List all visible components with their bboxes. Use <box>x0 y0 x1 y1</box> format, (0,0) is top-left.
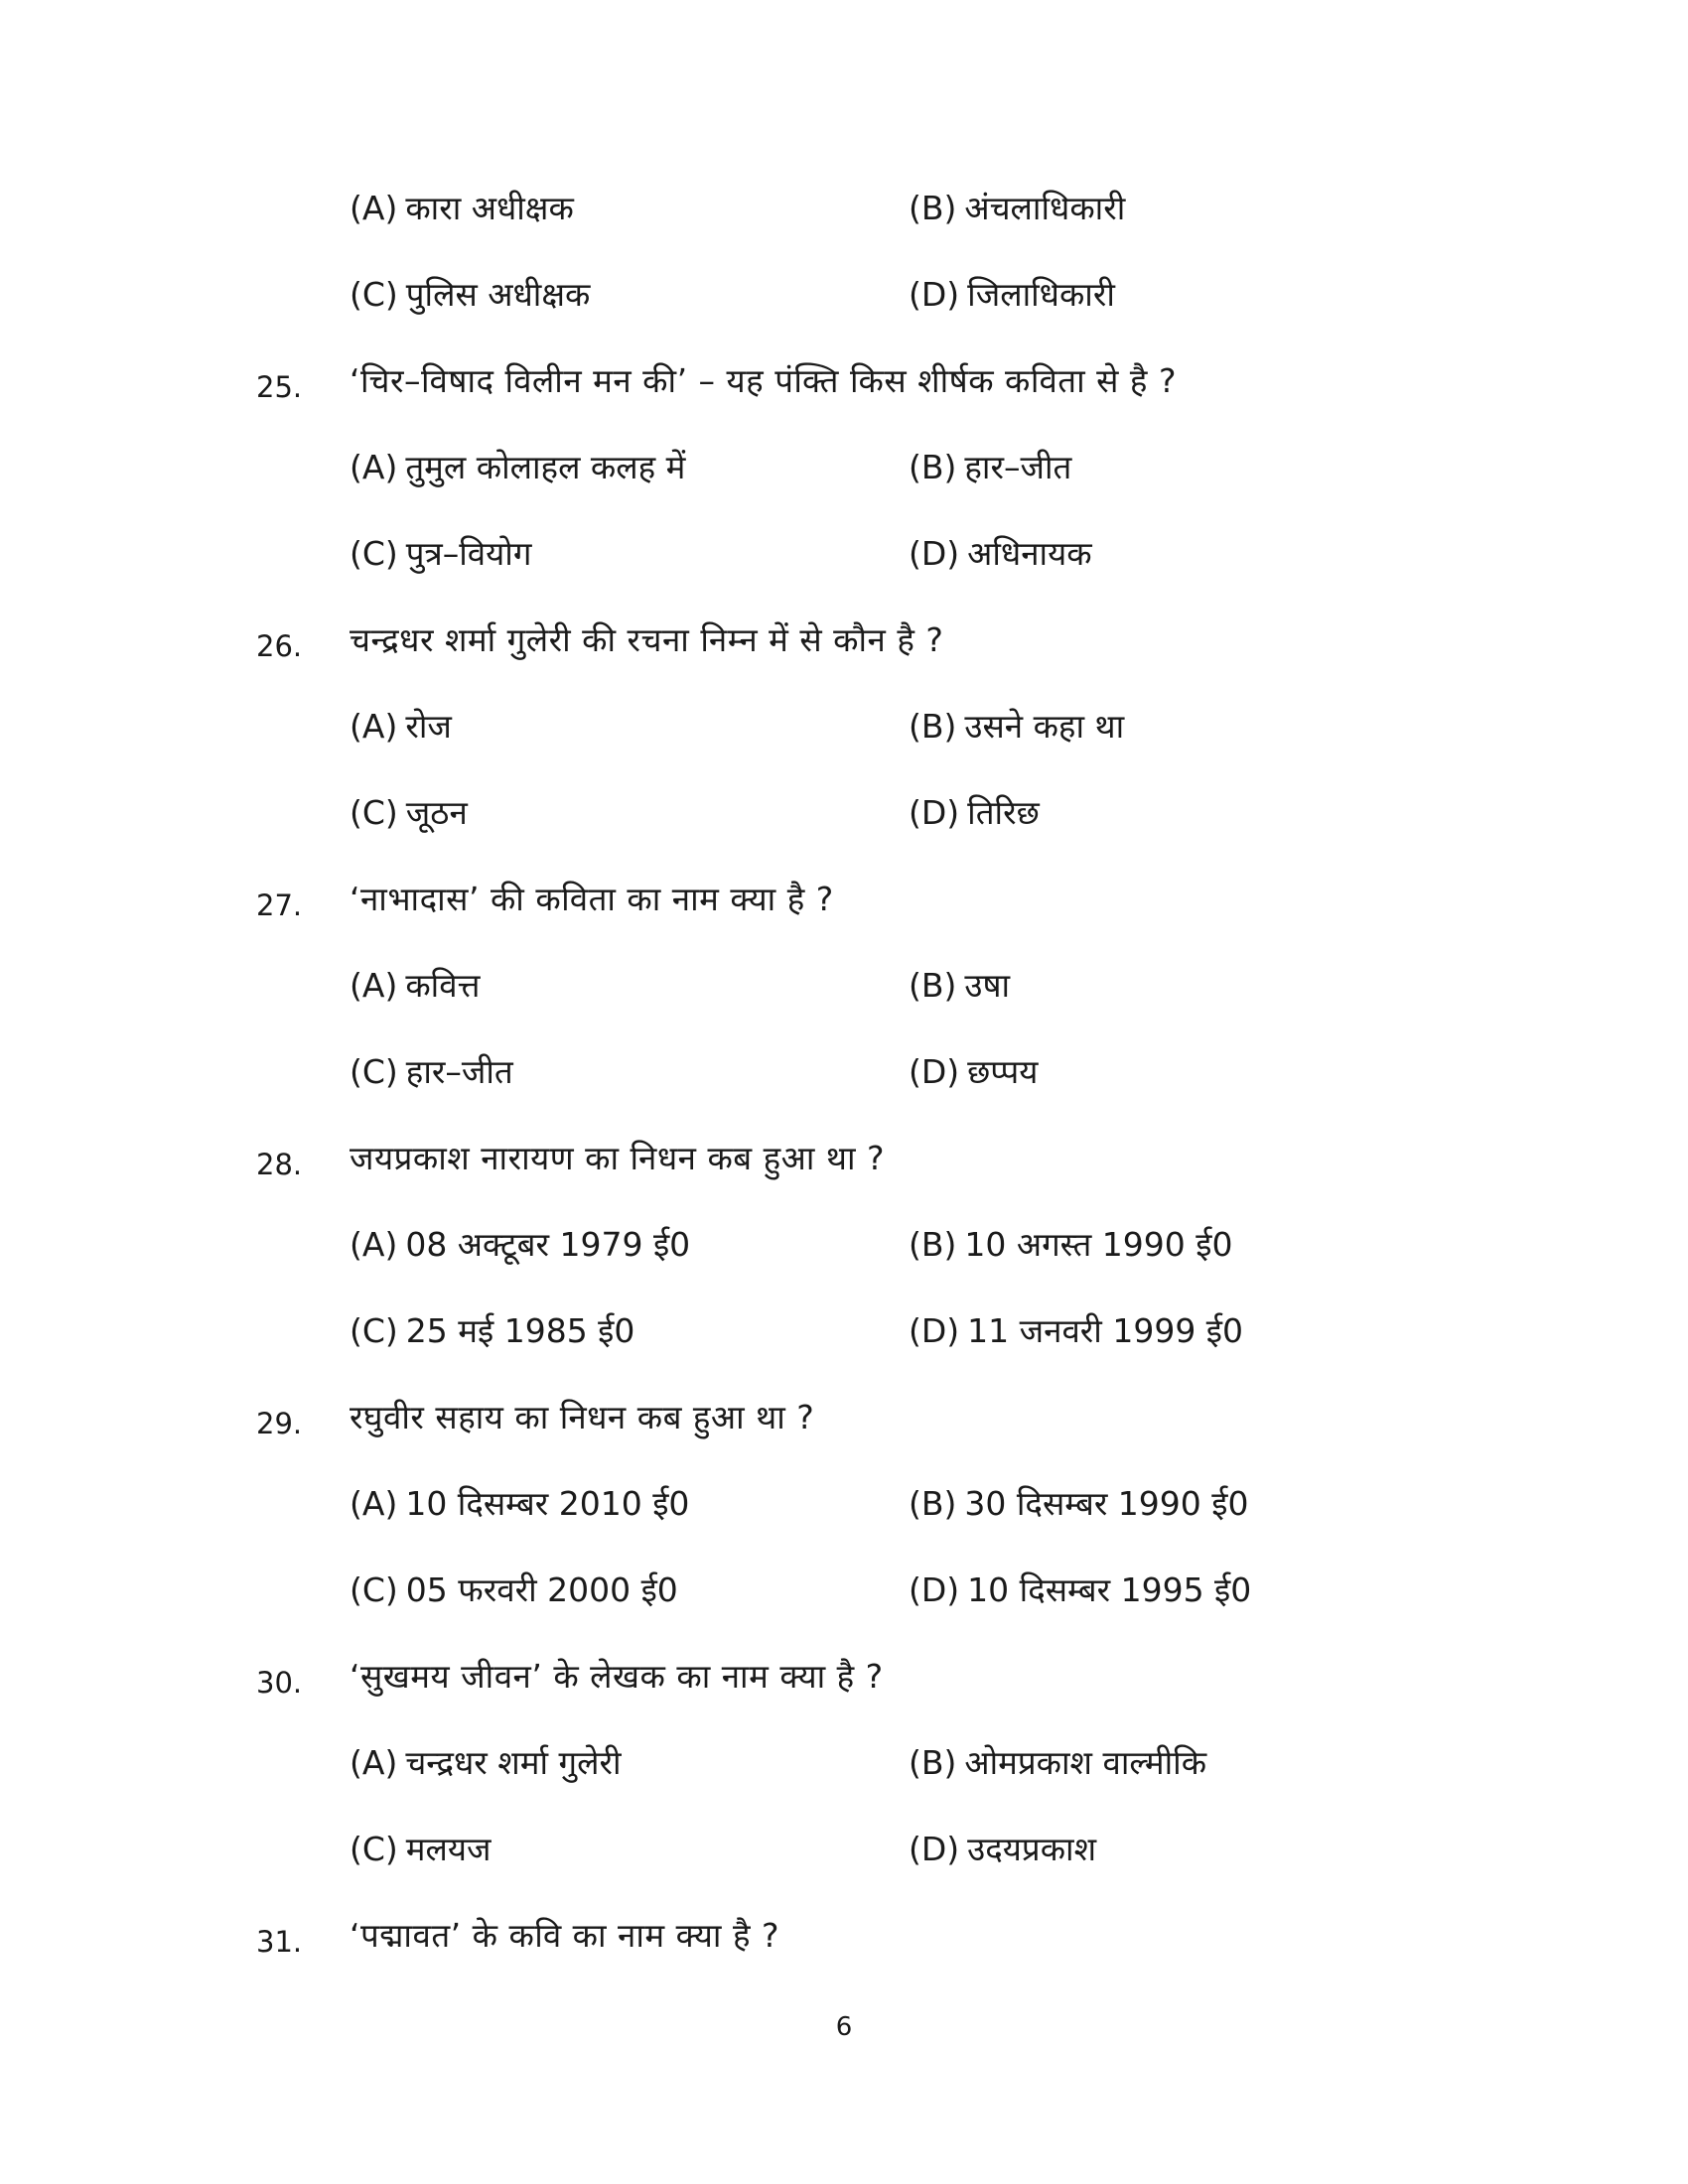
option-b <box>909 1733 1206 1793</box>
option-letter: (D) <box>909 1052 960 1091</box>
option-row <box>0 1733 1688 1793</box>
option-b <box>909 956 1010 1016</box>
option-row <box>0 1215 1688 1275</box>
question-number: 29. <box>256 1407 303 1440</box>
option-letter: (B) <box>909 707 957 746</box>
question-text: ‘पद्मावत’ के कवि का नाम क्या है ? <box>350 1916 779 1955</box>
option-b <box>909 438 1071 497</box>
question-text: रघुवीर सहाय का निधन कब हुआ था ? <box>350 1398 815 1436</box>
option-letter: (C) <box>350 275 398 314</box>
option-text: उषा <box>964 966 1011 1005</box>
option-text: मलयज <box>405 1830 492 1868</box>
option-letter: (A) <box>350 1484 398 1523</box>
question-31 <box>0 1906 1688 1966</box>
option-letter: (D) <box>909 275 960 314</box>
option-text: 10 दिसम्बर 2010 ई0 <box>405 1484 690 1523</box>
option-text: पुलिस अधीक्षक <box>405 275 591 314</box>
option-text: रोज <box>405 707 452 746</box>
question-number: 31. <box>256 1925 303 1959</box>
option-letter: (C) <box>350 534 398 573</box>
option-c <box>350 265 590 325</box>
option-letter: (C) <box>350 1052 398 1091</box>
option-a <box>350 1474 689 1534</box>
option-text: 08 अक्टूबर 1979 ई0 <box>405 1225 691 1264</box>
option-text: पुत्र–वियोग <box>405 534 532 573</box>
option-row <box>0 783 1688 843</box>
option-row <box>0 179 1688 238</box>
question-text: जयप्रकाश नारायण का निधन कब हुआ था ? <box>350 1139 886 1177</box>
option-letter: (A) <box>350 1225 398 1264</box>
option-letter: (A) <box>350 1743 398 1782</box>
question-text: ‘सुखमय जीवन’ के लेखक का नाम क्या है ? <box>350 1657 884 1696</box>
option-text: 30 दिसम्बर 1990 ई0 <box>964 1484 1249 1523</box>
question-number: 25. <box>256 370 303 404</box>
option-b <box>909 179 1125 238</box>
option-letter: (B) <box>909 1225 957 1264</box>
option-text: 25 मई 1985 ई0 <box>405 1311 635 1350</box>
option-row <box>0 1820 1688 1879</box>
option-text: 10 अगस्त 1990 ई0 <box>964 1225 1233 1264</box>
option-row <box>0 438 1688 497</box>
option-letter: (D) <box>909 793 960 832</box>
question-number: 28. <box>256 1148 303 1181</box>
option-letter: (D) <box>909 534 960 573</box>
question-25 <box>0 351 1688 411</box>
option-text: 11 जनवरी 1999 ई0 <box>967 1311 1244 1350</box>
option-letter: (B) <box>909 1484 957 1523</box>
option-letter: (C) <box>350 1570 398 1609</box>
question-29 <box>0 1388 1688 1447</box>
question-number: 27. <box>256 888 303 922</box>
option-d <box>909 1820 1096 1879</box>
question-28 <box>0 1129 1688 1188</box>
option-text: 05 फरवरी 2000 ई0 <box>405 1570 678 1609</box>
option-b <box>909 1474 1248 1534</box>
option-letter: (A) <box>350 189 398 227</box>
option-letter: (C) <box>350 793 398 832</box>
option-row <box>0 1474 1688 1534</box>
option-text: उदयप्रकाश <box>967 1830 1097 1868</box>
option-c <box>350 1561 678 1620</box>
question-number: 30. <box>256 1666 303 1700</box>
question-text: ‘चिर–विषाद विलीन मन की’ – यह पंक्ति किस शीर्षक कविता से है ? <box>350 361 1177 400</box>
question-26 <box>0 611 1688 670</box>
option-d <box>909 1042 1038 1102</box>
option-d <box>909 265 1115 325</box>
option-d <box>909 1301 1243 1361</box>
option-text: तुमुल कोलाहल कलह में <box>405 448 686 486</box>
option-text: छप्पय <box>967 1052 1039 1091</box>
option-a <box>350 697 452 756</box>
question-text: ‘नाभादास’ की कविता का नाम क्या है ? <box>350 880 834 918</box>
option-text: चन्द्रधर शर्मा गुलेरी <box>405 1743 622 1782</box>
option-a <box>350 438 685 497</box>
option-letter: (D) <box>909 1311 960 1350</box>
option-letter: (C) <box>350 1311 398 1350</box>
option-letter: (A) <box>350 448 398 486</box>
option-a <box>350 956 480 1016</box>
option-row <box>0 524 1688 584</box>
option-letter: (D) <box>909 1570 960 1609</box>
option-text: उसने कहा था <box>964 707 1125 746</box>
option-letter: (B) <box>909 966 957 1005</box>
option-row <box>0 956 1688 1016</box>
option-c <box>350 524 531 584</box>
option-text: जूठन <box>405 793 468 832</box>
option-text: अधिनायक <box>967 534 1092 573</box>
option-d <box>909 1561 1251 1620</box>
option-text: कारा अधीक्षक <box>405 189 574 227</box>
option-a <box>350 179 574 238</box>
question-number: 26. <box>256 629 303 663</box>
option-text: ओमप्रकाश वाल्मीकि <box>964 1743 1207 1782</box>
option-text: हार–जीत <box>405 1052 513 1091</box>
option-c <box>350 1301 634 1361</box>
option-row <box>0 1561 1688 1620</box>
option-letter: (D) <box>909 1830 960 1868</box>
option-letter: (B) <box>909 1743 957 1782</box>
option-row <box>0 1042 1688 1102</box>
option-b <box>909 697 1124 756</box>
option-text: अंचलाधिकारी <box>964 189 1126 227</box>
option-d <box>909 524 1092 584</box>
option-letter: (C) <box>350 1830 398 1868</box>
option-text: तिरिछ <box>967 793 1040 832</box>
option-text: कवित्त <box>405 966 481 1005</box>
page-number: 6 <box>835 2012 853 2042</box>
option-row <box>0 265 1688 325</box>
option-a <box>350 1733 622 1793</box>
option-letter: (B) <box>909 448 957 486</box>
option-text: 10 दिसम्बर 1995 ई0 <box>967 1570 1252 1609</box>
option-a <box>350 1215 690 1275</box>
question-text: चन्द्रधर शर्मा गुलेरी की रचना निम्न में से कौन है ? <box>350 620 944 659</box>
option-letter: (A) <box>350 966 398 1005</box>
option-c <box>350 1820 492 1879</box>
option-text: जिलाधिकारी <box>967 275 1115 314</box>
option-row <box>0 1301 1688 1361</box>
option-b <box>909 1215 1232 1275</box>
question-30 <box>0 1647 1688 1706</box>
option-d <box>909 783 1040 843</box>
option-letter: (A) <box>350 707 398 746</box>
option-row <box>0 697 1688 756</box>
option-c <box>350 783 468 843</box>
question-27 <box>0 870 1688 929</box>
option-text: हार–जीत <box>964 448 1072 486</box>
option-c <box>350 1042 513 1102</box>
option-letter: (B) <box>909 189 957 227</box>
